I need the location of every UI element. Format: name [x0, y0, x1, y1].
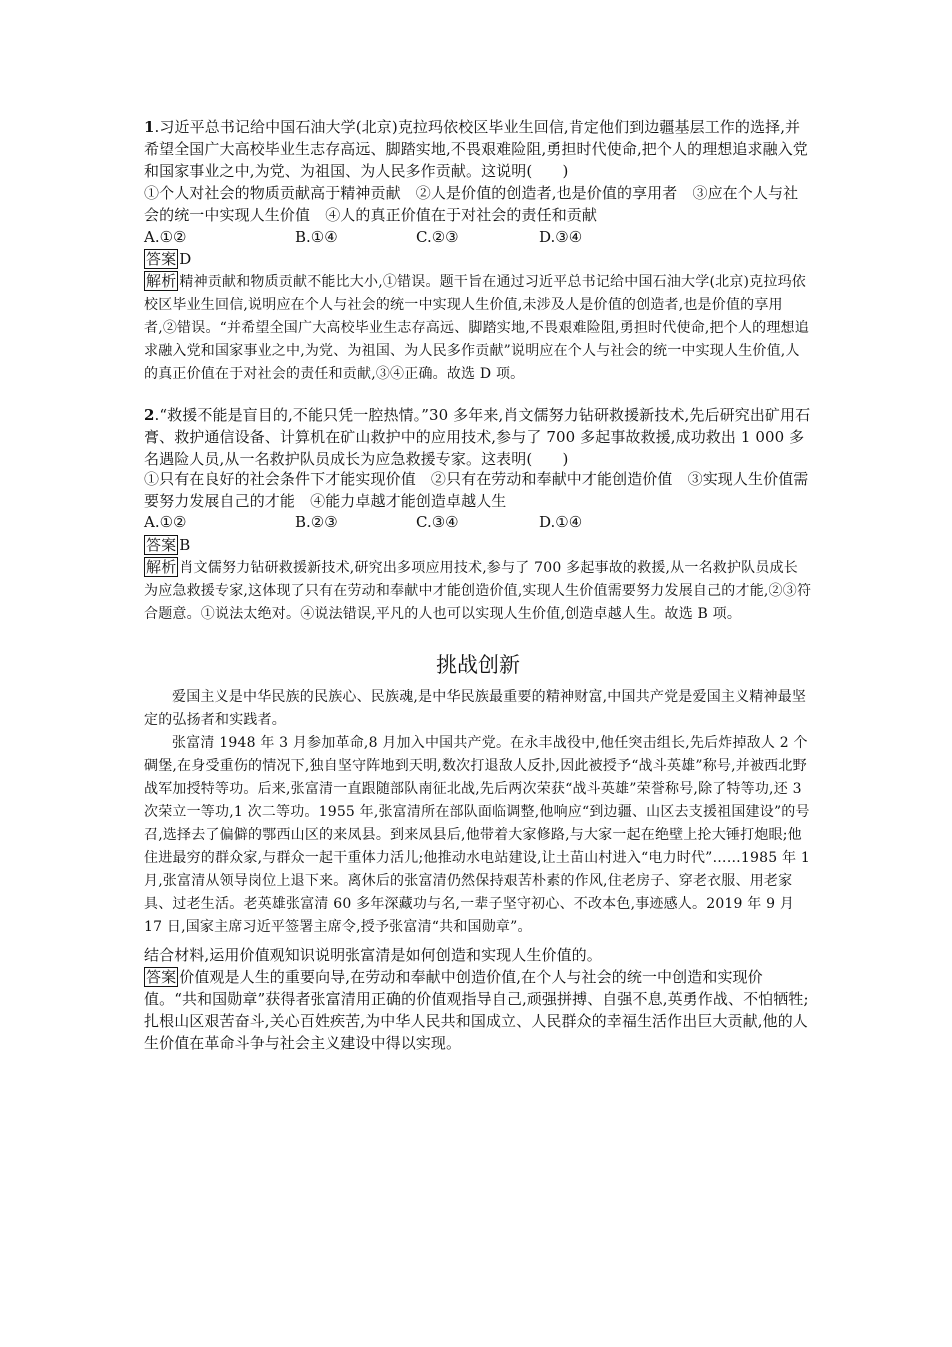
section-answer — [144, 966, 812, 1054]
analysis-text: 肖文儒努力钻研救援新技术,研究出多项应用技术,参与了 700 多起事故的救援,从一名救护队员成长为应急救援专家,这体现了只有在劳动和奉献中才能创造价值,实现人生价值需要努力发展自己的才能,②③符合题意。①说法太绝对。④说法错误,平凡的人也可以实现人生价值,创造卓越人生。故选 B 项。 — [144, 560, 812, 622]
analysis-tag: 解析 — [146, 272, 177, 290]
option-c[interactable]: C.③④ — [416, 513, 459, 531]
option-b[interactable]: B.①④ — [295, 228, 338, 246]
question-text: .习近平总书记给中国石油大学(北京)克拉玛依校区毕业生回信,肯定他们到边疆基层工作的选择,并希望全国广大高校毕业生志存高远、脚踏实地,不畏艰难险阻,勇担时代使命,把个人的理想追求融入党和国家事业之中,为党、为祖国、为人民多作贡献。这说明( ) — [144, 118, 808, 180]
option-d[interactable]: D.①④ — [539, 513, 583, 531]
question-2-answer — [144, 534, 812, 556]
answer-value: D — [179, 250, 192, 268]
question-1-analysis — [144, 271, 812, 386]
option-a[interactable]: A.①② — [144, 513, 187, 531]
question-1-answer — [144, 248, 812, 270]
question-2-stem — [144, 404, 812, 470]
question-number: 1 — [144, 118, 155, 136]
answer-tag: 答案 — [146, 536, 177, 554]
question-1-stem — [144, 116, 812, 182]
question-text: .“救援不能是盲目的,不能只凭一腔热情。”30 多年来,肖文儒努力钻研救援新技术,先后研究出矿用石膏、救护通信设备、计算机在矿山救护中的应用技术,参与了 700 多起事故救援,成功救出 1 000 多名遇险人员,从一名救护队员成长为应急救援专家。这表明( ) — [144, 406, 811, 468]
option-d[interactable]: D.③④ — [539, 228, 583, 246]
option-c[interactable]: C.②③ — [416, 228, 459, 246]
answer-tag: 答案 — [146, 968, 177, 986]
section-question: 结合材料,运用价值观知识说明张富清是如何创造和实现人生价值的。 — [144, 946, 602, 964]
question-number: 2 — [144, 406, 155, 424]
question-1-statements: ①个人对社会的物质贡献高于精神贡献 ②人是价值的创造者,也是价值的享用者 ③应在个人与社会的统一中实现人生价值 ④人的真正价值在于对社会的责任和贡献 — [144, 184, 799, 224]
question-1-options — [144, 226, 812, 248]
answer-tag: 答案 — [146, 250, 177, 268]
section-paragraph-2: 张富清 1948 年 3 月参加革命,8 月加入中国共产党。在永丰战役中,他任突击组长,先后炸掉敌人 2 个碉堡,在身受重伤的情况下,独自坚守阵地到天明,数次打退敌人反扑,因此被授予“战斗英雄”称号,并被西北野战军加授特等功。后来,张富清一直跟随部队南征北战,先后两次荣获“战斗英雄”荣誉称号,除了特等功,还 3 次荣立一等功,1 次二等功。1955 年,张富清所在部队面临调整,他响应“到边疆、山区去支援祖国建设”的号召,选择去了偏僻的鄂西山区的来凤县。到来凤县后,他带着大家修路,与大家一起在绝壁上抡大锤打炮眼;他住进最穷的群众家,与群众一起干重体力活儿;他推动水电站建设,让土苗山村进入“电力时代”……1985 年 1 月,张富清从领导岗位上退下来。离休后的张富清仍然保持艰苦朴素的作风,住老房子、穿老衣服、用老家具、过老生活。老英雄张富清 60 多年深藏功与名,一辈子坚守初心、不改本色,事迹感人。2019 年 9 月 17 日,国家主席习近平签署主席令,授予张富清“共和国勋章”。 — [144, 735, 810, 935]
section-title: 挑战创新 — [436, 653, 520, 677]
option-a[interactable]: A.①② — [144, 228, 187, 246]
question-2-options — [144, 511, 812, 533]
option-b[interactable]: B.②③ — [295, 513, 338, 531]
answer-text: 价值观是人生的重要向导,在劳动和奉献中创造价值,在个人与社会的统一中创造和实现价值。“共和国勋章”获得者张富清用正确的价值观指导自己,顽强拼搏、自强不息,英勇作战、不怕牺牲;扎根山区艰苦奋斗,关心百姓疾苦,为中华人民共和国成立、人民群众的幸福生活作出巨大贡献,他的人生价值在革命斗争与社会主义建设中得以实现。 — [144, 968, 809, 1052]
question-2-analysis — [144, 557, 812, 626]
analysis-tag: 解析 — [146, 558, 177, 576]
question-2-statements: ①只有在良好的社会条件下才能实现价值 ②只有在劳动和奉献中才能创造价值 ③实现人生价值需要努力发展自己的才能 ④能力卓越才能创造卓越人生 — [144, 470, 809, 510]
section-paragraph-1: 爱国主义是中华民族的民族心、民族魂,是中华民族最重要的精神财富,中国共产党是爱国主义精神最坚定的弘扬者和实践者。 — [144, 689, 807, 728]
analysis-text: 精神贡献和物质贡献不能比大小,①错误。题干旨在通过习近平总书记给中国石油大学(北京)克拉玛依校区毕业生回信,说明应在个人与社会的统一中实现人生价值,未涉及人是价值的创造者,也是价值的享用者,②错误。“并希望全国广大高校毕业生志存高远、脚踏实地,不畏艰难险阻,勇担时代使命,把个人的理想追求融入党和国家事业之中,为党、为祖国、为人民多作贡献”说明应在个人与社会的统一中实现人生价值,人的真正价值在于对社会的责任和贡献,③④正确。故选 D 项。 — [144, 274, 809, 382]
answer-value: B — [179, 536, 191, 554]
